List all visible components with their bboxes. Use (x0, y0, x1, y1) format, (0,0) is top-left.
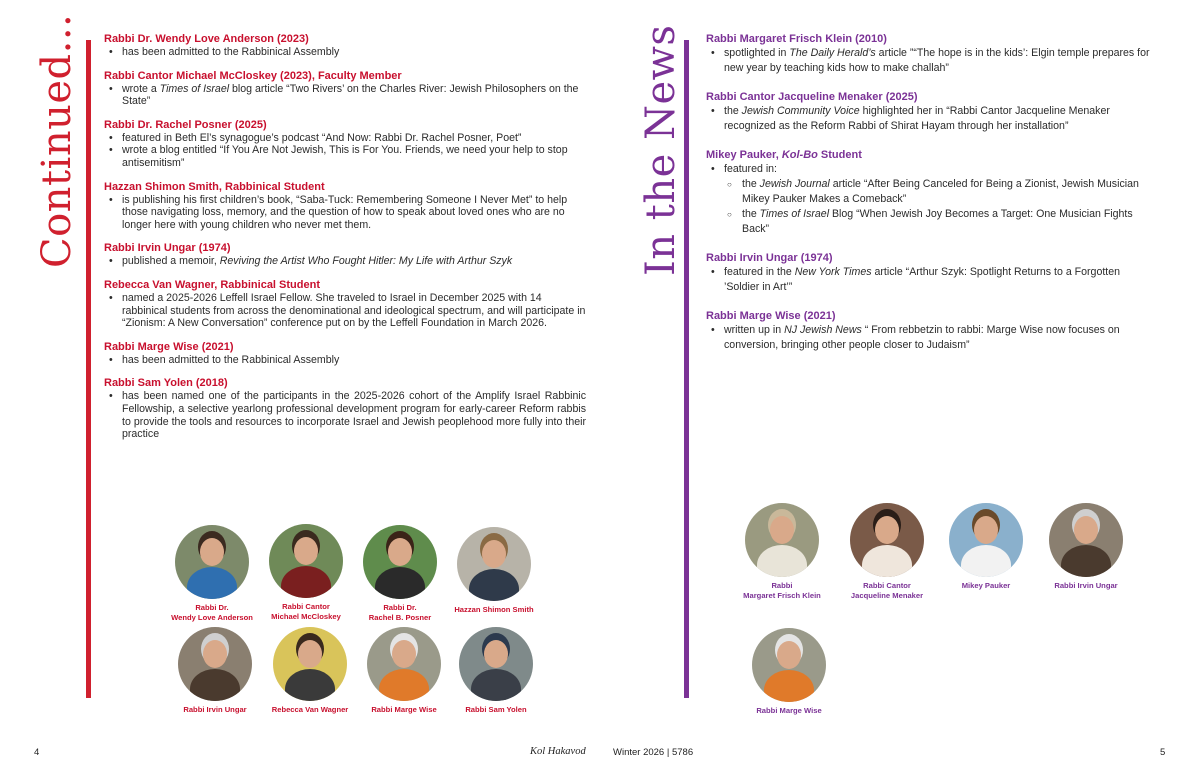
entry-name: Hazzan Shimon Smith, Rabbinical Student (104, 180, 325, 193)
bullet-list (104, 354, 586, 367)
sub-bullet-item (724, 177, 1154, 207)
publication-name: Times of Israel (159, 82, 230, 95)
entry-name (706, 149, 1154, 162)
portrait-torso (1061, 545, 1111, 577)
portrait-torso (961, 545, 1011, 577)
portrait-torso (469, 569, 519, 601)
photo-caption: Mikey Pauker (961, 581, 1011, 590)
item-text: the (742, 178, 760, 190)
portrait-torso (375, 567, 425, 599)
red-divider-bar (86, 40, 91, 698)
item-text: is publishing his first children’s book, “Saba-Tuck: Remembering Someone I Never Met” to help those navigating loss, memory, and the question of how to speak about loved ones who are no longer here with young children who never met them. (122, 193, 568, 231)
bullet-list (104, 132, 586, 170)
item-text: featured in Beth El’s synagogue’s podcast “And Now: Rabbi Dr. Rachel Posner, Poet” (122, 131, 522, 144)
page-number-left: 4 (34, 747, 40, 758)
photo-caption: Rabbi Marge Wise (371, 705, 437, 714)
publication-name: Jewish Journal (759, 178, 830, 190)
news-entry (104, 70, 586, 108)
item-text: wrote a (122, 82, 160, 95)
portrait-torso (764, 670, 814, 702)
bullet-list (706, 162, 1154, 237)
entry-name: Rabbi Dr. Rachel Posner (2025) (104, 118, 267, 131)
photo-caption: Rebecca Van Wagner (271, 705, 349, 714)
item-text: wrote a blog entitled “If You Are Not Jewish, This is For You. Friends, we need your help to stop antisemitism” (122, 144, 568, 169)
item-text: featured in the (724, 266, 795, 278)
bullet-list (104, 292, 586, 330)
photo-caption: Rabbi Irvin Ungar (183, 705, 247, 714)
bullet-item (104, 46, 586, 59)
portrait-torso (187, 567, 237, 599)
item-text: spotlighted in (724, 47, 790, 59)
portrait-image (1049, 503, 1123, 577)
item-text: has been admitted to the Rabbinical Assembly (122, 46, 340, 58)
item-text: article “Arthur Szyk: Spotlight Returns to a Forgotten ’Soldier in Art’” (724, 266, 1121, 293)
news-entry (104, 377, 586, 440)
entry-name: Rabbi Dr. Wendy Love Anderson (2023) (104, 33, 309, 45)
news-entry (706, 149, 1154, 237)
portrait-head (200, 538, 224, 566)
item-text: blog article “Two Rivers’ on the Charles River: Jewish Philosophers on the State” (122, 82, 579, 108)
entry-name: Rabbi Margaret Frisch Klein (2010) (706, 33, 887, 45)
portrait-head (875, 516, 899, 544)
portrait-image (745, 503, 819, 577)
profile-photo (272, 627, 348, 715)
news-entry (706, 310, 1154, 353)
bullet-item (706, 265, 1154, 295)
portrait-image (178, 627, 252, 701)
portrait-torso (281, 566, 331, 598)
portrait-head (298, 640, 322, 668)
entry-name-part: Student (817, 149, 862, 161)
photo-caption: Rabbi Cantor Jacqueline Menaker (850, 581, 924, 600)
photo-caption: Rabbi Dr. Rachel B. Posner (368, 603, 432, 622)
bullet-item (706, 46, 1154, 76)
bullet-list (706, 265, 1154, 295)
portrait-head (770, 516, 794, 544)
page-number-right: 5 (1160, 747, 1166, 758)
profile-photo (458, 627, 534, 715)
publication-name: New York Times (794, 266, 872, 278)
portrait-head (203, 640, 227, 668)
bullet-item (104, 83, 586, 108)
item-text: written up in (724, 324, 785, 336)
bullet-list (706, 323, 1154, 353)
portrait-image (367, 627, 441, 701)
news-entry (104, 242, 586, 268)
section-title-in-the-news: In the News (638, 24, 684, 276)
bullet-list (104, 390, 586, 440)
bullet-item (104, 255, 586, 268)
news-entry (104, 33, 586, 59)
item-text: highlighted her in “Rabbi Cantor Jacqueline Menaker recognized as the Reform Rabbi of Shirat Hayam through her installation” (724, 105, 1110, 132)
item-text: article “After Being Canceled for Being a Zionist, Jewish Musician Mikey Pauker Makes a Comeback” (742, 178, 1139, 205)
portrait-image (752, 628, 826, 702)
bullet-item (104, 354, 586, 367)
profile-photo (751, 628, 827, 716)
photo-caption: Rabbi Marge Wise (756, 706, 822, 715)
portrait-image (269, 524, 343, 598)
sub-bullet-list (724, 177, 1154, 237)
publication-name: The Daily Herald’s (789, 47, 876, 59)
item-text: has been named one of the participants in the 2025-2026 cohort of the Amplify Israel Rabbinic Fellowship, a selective yearlong professional development program for early-career Reform rabbis to provide the tools and resources to incorporate Israel and Jewish peoplehood more fully into their practice (122, 390, 586, 441)
in-the-news-column (706, 33, 1154, 368)
portrait-image (949, 503, 1023, 577)
bullet-item (706, 104, 1154, 134)
profile-photo (456, 527, 532, 615)
entry-name: Rabbi Sam Yolen (2018) (104, 377, 228, 390)
news-entry (706, 252, 1154, 295)
profile-photo (849, 503, 925, 601)
item-text: “ From rebbetzin to rabbi: Marge Wise now focuses on conversion, bringing other people closer to Judaism” (724, 324, 1120, 351)
profile-photo (1048, 503, 1124, 591)
portrait-torso (379, 669, 429, 701)
portrait-torso (285, 669, 335, 701)
portrait-head (484, 640, 508, 668)
entry-name: Rabbi Cantor Jacqueline Menaker (2025) (706, 91, 918, 103)
news-entry (104, 181, 586, 232)
profile-photo (366, 627, 442, 715)
news-entry (104, 279, 586, 330)
bullet-item (104, 292, 586, 330)
portrait-head (392, 640, 416, 668)
portrait-image (273, 627, 347, 701)
entry-name: Rebecca Van Wagner, Rabbinical Student (104, 278, 320, 291)
portrait-head (294, 537, 318, 565)
portrait-image (850, 503, 924, 577)
news-entry (104, 119, 586, 170)
publication-name: NJ Jewish News (784, 324, 862, 336)
bullet-item (104, 144, 586, 169)
portrait-image (459, 627, 533, 701)
photo-caption: Rabbi Irvin Ungar (1054, 581, 1118, 590)
publication-name: Jewish Community Voice (741, 105, 860, 117)
bullet-list (104, 83, 586, 108)
issue-label: Winter 2026 | 5786 (613, 747, 694, 758)
news-entry (706, 33, 1154, 76)
publication-name: Reviving the Artist Who Fought Hitler: My Life with Arthur Szyk (219, 255, 513, 268)
sub-bullet-item (724, 207, 1154, 237)
entry-name: Rabbi Cantor Michael McCloskey (2023), Faculty Member (104, 69, 402, 82)
entry-name: Rabbi Marge Wise (2021) (706, 310, 836, 322)
entry-name: Rabbi Irvin Ungar (1974) (104, 242, 231, 255)
bullet-item (104, 132, 586, 145)
portrait-image (363, 525, 437, 599)
portrait-head (1074, 516, 1098, 544)
bullet-item (104, 390, 586, 440)
photo-caption: Rabbi Cantor Michael McCloskey (271, 602, 341, 621)
item-text: featured in: (724, 163, 778, 175)
profile-photo (948, 503, 1024, 591)
portrait-torso (757, 545, 807, 577)
profile-photo (744, 503, 820, 601)
publication-title: Kol Hakavod (530, 746, 586, 757)
item-text: has been admitted to the Rabbinical Assembly (122, 353, 340, 366)
bullet-item (706, 162, 1154, 237)
bullet-item (104, 194, 586, 232)
portrait-torso (862, 545, 912, 577)
news-entry (104, 341, 586, 367)
bullet-item (706, 323, 1154, 353)
item-text: named a 2025-2026 Leffell Israel Fellow. She traveled to Israel in December 2025 with 14 rabbinical students from across the denominational and ideological spectrum, and will participate in “Zionism: A New Conversation” conference put on by the Leffell Foundation in March 2026. (122, 291, 586, 330)
portrait-torso (471, 669, 521, 701)
portrait-torso (190, 669, 240, 701)
item-text: article ”“The hope is in the kids’: Elgin temple prepares for new year by teaching kids how to make challah” (724, 47, 1150, 74)
portrait-head (777, 641, 801, 669)
photo-caption: Rabbi Dr. Wendy Love Anderson (171, 603, 253, 622)
portrait-head (482, 540, 506, 568)
entry-name: Rabbi Marge Wise (2021) (104, 340, 234, 353)
photo-caption: Rabbi Margaret Frisch Klein (743, 581, 821, 600)
section-title-continued: Continued... (34, 13, 80, 268)
portrait-head (388, 538, 412, 566)
purple-divider-bar (684, 40, 689, 698)
entry-name-em: Kol-Bo (781, 149, 818, 161)
bullet-list (706, 46, 1154, 76)
item-text: the (742, 208, 760, 220)
entry-name-part: Mikey Pauker, (706, 149, 782, 161)
photo-caption: Rabbi Sam Yolen (465, 705, 527, 714)
bullet-list (104, 194, 586, 232)
bullet-list (104, 255, 586, 268)
bullet-list (104, 46, 586, 59)
item-text: Blog “When Jewish Joy Becomes a Target: One Musician Fights Back” (742, 208, 1133, 235)
item-text: the (724, 105, 742, 117)
item-text: published a memoir, (122, 255, 220, 268)
portrait-image (457, 527, 531, 601)
bullet-list (706, 104, 1154, 134)
profile-photo (177, 627, 253, 715)
entry-name: Rabbi Irvin Ungar (1974) (706, 252, 833, 264)
publication-name: Times of Israel (759, 208, 830, 220)
continued-column (104, 33, 586, 452)
photo-caption: Hazzan Shimon Smith (454, 605, 534, 614)
portrait-image (175, 525, 249, 599)
portrait-head (974, 516, 998, 544)
news-entry (706, 91, 1154, 134)
